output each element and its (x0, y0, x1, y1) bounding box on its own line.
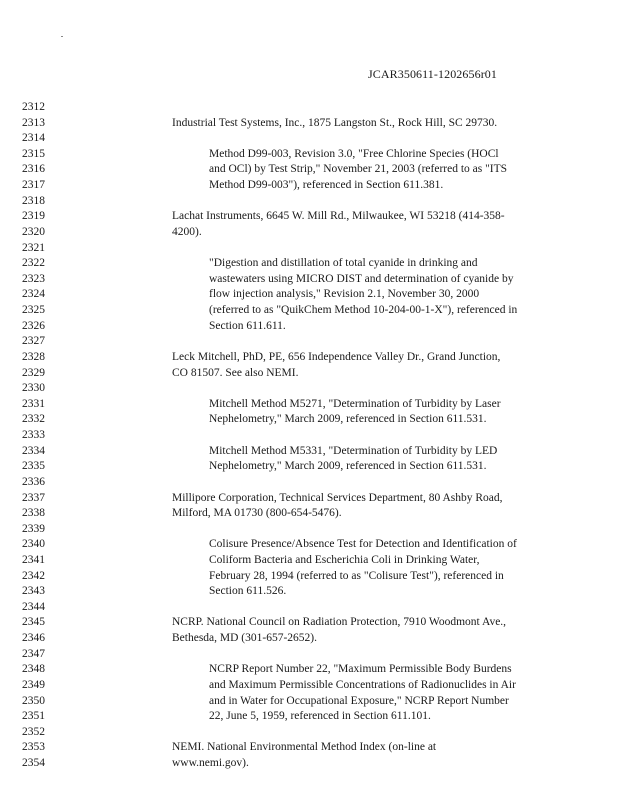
line-number: 2320 (22, 225, 45, 238)
text-line: Leck Mitchell, PhD, PE, 656 Independence Valley Dr., Grand Junction, (172, 350, 501, 363)
text-line: CO 81507. See also NEMI. (172, 366, 299, 379)
line-number: 2345 (22, 616, 45, 629)
text-line: Section 611.526. (209, 585, 287, 598)
text-line: Industrial Test Systems, Inc., 1875 Langston St., Rock Hill, SC 29730. (172, 116, 498, 129)
line-number: 2317 (22, 179, 45, 192)
text-line: NCRP. National Council on Radiation Protection, 7910 Woodmont Ave., (172, 616, 507, 629)
line-number: 2341 (22, 553, 45, 566)
text-line: "Digestion and distillation of total cyanide in drinking and (209, 257, 478, 270)
line-number: 2328 (22, 350, 45, 363)
line-number: 2321 (22, 241, 45, 254)
line-number: 2325 (22, 304, 45, 317)
line-number: 2354 (22, 757, 45, 770)
line-number: 2339 (22, 522, 45, 535)
line-number: 2351 (22, 710, 45, 723)
text-line: February 28, 1994 (referred to as "Colisure Test"), referenced in (209, 569, 504, 582)
line-number: 2336 (22, 475, 45, 488)
line-number: 2318 (22, 194, 45, 207)
line-number: 2347 (22, 647, 45, 660)
text-line: Lachat Instruments, 6645 W. Mill Rd., Milwaukee, WI 53218 (414-358- (172, 210, 505, 223)
line-number: 2312 (22, 101, 45, 113)
text-line: Section 611.611. (209, 319, 286, 332)
line-number: 2319 (22, 210, 45, 223)
line-number: 2326 (22, 319, 45, 332)
line-number: 2352 (22, 725, 45, 738)
line-number: 2350 (22, 694, 45, 707)
text-line: wastewaters using MICRO DIST and determination of cyanide by (209, 272, 514, 285)
line-number: 2342 (22, 569, 45, 582)
scan-speck (61, 36, 63, 37)
line-number: 2333 (22, 429, 45, 442)
text-line: and in Water for Occupational Exposure," NCRP Report Number (209, 694, 509, 707)
line-number: 2323 (22, 272, 45, 285)
line-number: 2329 (22, 366, 45, 379)
line-number: 2314 (22, 132, 45, 145)
text-line: Coliform Bacteria and Escherichia Coli in Drinking Water, (209, 553, 480, 566)
text-line: flow injection analysis," Revision 2.1, November 30, 2000 (209, 288, 480, 301)
line-number: 2315 (22, 147, 45, 160)
line-number: 2330 (22, 382, 45, 395)
line-number: 2327 (22, 335, 45, 348)
line-number: 2324 (22, 288, 45, 301)
text-line: Method D99-003, Revision 3.0, "Free Chlorine Species (HOCl (209, 147, 499, 160)
line-number: 2334 (22, 444, 45, 457)
text-line: Nephelometry," March 2009, referenced in Section 611.531. (209, 460, 487, 473)
text-line: 4200). (172, 225, 202, 238)
line-number: 2344 (22, 600, 45, 613)
line-number: 2322 (22, 257, 45, 270)
line-number: 2313 (22, 116, 45, 129)
text-line: www.nemi.gov). (172, 757, 249, 770)
text-line: Mitchell Method M5331, "Determination of Turbidity by LED (209, 444, 498, 457)
text-line: Nephelometry," March 2009, referenced in Section 611.531. (209, 413, 487, 426)
text-line: and OCl) by Test Strip," November 21, 2003 (referred to as "ITS (209, 163, 508, 176)
line-number: 2337 (22, 491, 45, 504)
text-line: Millipore Corporation, Technical Services Department, 80 Ashby Road, (172, 491, 503, 504)
text-line: Mitchell Method M5271, "Determination of Turbidity by Laser (209, 397, 501, 410)
text-line: Bethesda, MD (301-657-2652). (172, 632, 318, 645)
text-line: Milford, MA 01730 (800-654-5476). (172, 507, 342, 520)
line-number: 2338 (22, 507, 45, 520)
text-line: Method D99-003"), referenced in Section 611.381. (209, 179, 444, 192)
line-number: 2346 (22, 632, 45, 645)
line-number: 2335 (22, 460, 45, 473)
line-number: 2332 (22, 413, 45, 426)
line-number: 2348 (22, 663, 45, 676)
document-id: JCAR350611-1202656r01 (368, 67, 497, 81)
line-number: 2349 (22, 678, 45, 691)
text-line: NEMI. National Environmental Method Index (on-line at (172, 741, 437, 754)
text-line: and Maximum Permissible Concentrations of Radionuclides in Air (209, 678, 516, 691)
line-number: 2331 (22, 397, 45, 410)
text-line: (referred to as "QuikChem Method 10-204-00-1-X"), referenced in (209, 304, 518, 317)
line-number: 2340 (22, 538, 45, 551)
line-number: 2316 (22, 163, 45, 176)
line-number: 2353 (22, 741, 45, 754)
text-line: 22, June 5, 1959, referenced in Section 611.101. (209, 710, 431, 723)
line-number: 2343 (22, 585, 45, 598)
text-line: Colisure Presence/Absence Test for Detection and Identification of (209, 538, 517, 551)
text-line: NCRP Report Number 22, "Maximum Permissible Body Burdens (209, 663, 512, 676)
